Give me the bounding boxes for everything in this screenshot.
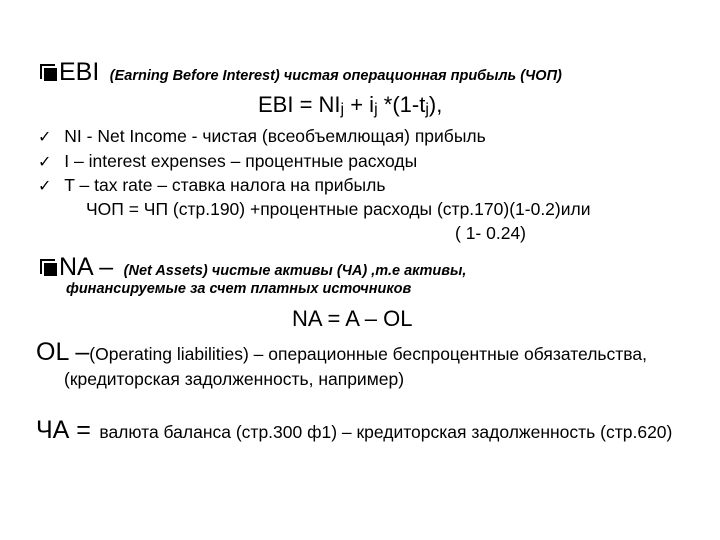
chop-formula-cont: ( 1- 0.24) (455, 223, 526, 243)
definition-text: NI - Net Income - чистая (всеобъемлющая) прибыль (64, 126, 486, 146)
definition-text: I – interest expenses – процентные расходы (64, 151, 418, 171)
checkmark-icon: ✓ (38, 176, 52, 195)
ol-heading (36, 338, 647, 367)
ebi-formula-part: EBI = NI (258, 92, 341, 117)
ol-term: OL – (36, 338, 90, 366)
ebi-formula-part: ), (428, 92, 443, 117)
cha-term: ЧА = (36, 416, 91, 444)
square-bullet-icon (40, 64, 57, 81)
definition-item (38, 175, 385, 196)
na-heading (40, 253, 466, 282)
ebi-description: (Earning Before Interest) чистая операционная прибыль (ЧОП) (109, 68, 562, 84)
cha-description: валюта баланса (стр.300 ф1) – кредиторская задолженность (стр.620) (99, 422, 673, 442)
na-description: (Net Assets) чистые активы (ЧА) ,т.е активы, (123, 263, 467, 279)
definition-item (38, 151, 417, 172)
checkmark-icon: ✓ (38, 152, 52, 171)
ol-description: (Operating liabilities) – операционные беспроцентные обязательства, (89, 344, 647, 364)
ebi-formula-part: + i (344, 92, 375, 117)
definition-text: T – tax rate – ставка налога на прибыль (64, 175, 386, 195)
chop-formula: ЧОП = ЧП (стр.190) +процентные расходы (стр.170)(1-0.2)или (86, 199, 591, 219)
checkmark-icon: ✓ (38, 127, 52, 146)
ebi-formula (258, 92, 442, 118)
ebi-formula-part: *(1-t (377, 92, 426, 117)
ebi-formula-sub: j (374, 101, 378, 118)
square-bullet-icon (40, 259, 57, 276)
na-formula: NA = A – OL (292, 306, 413, 331)
na-description-2: финансируемые за счет платных источников (66, 281, 412, 297)
ebi-formula-sub: j (340, 101, 345, 118)
cha-heading (36, 416, 672, 445)
ol-description-2: (кредиторская задолженность, например) (64, 369, 405, 389)
ebi-formula-sub: j (425, 101, 429, 118)
ebi-term: EBI (59, 58, 100, 86)
definition-item (38, 126, 486, 147)
na-term: NA – (59, 253, 114, 281)
ebi-heading (40, 58, 562, 87)
